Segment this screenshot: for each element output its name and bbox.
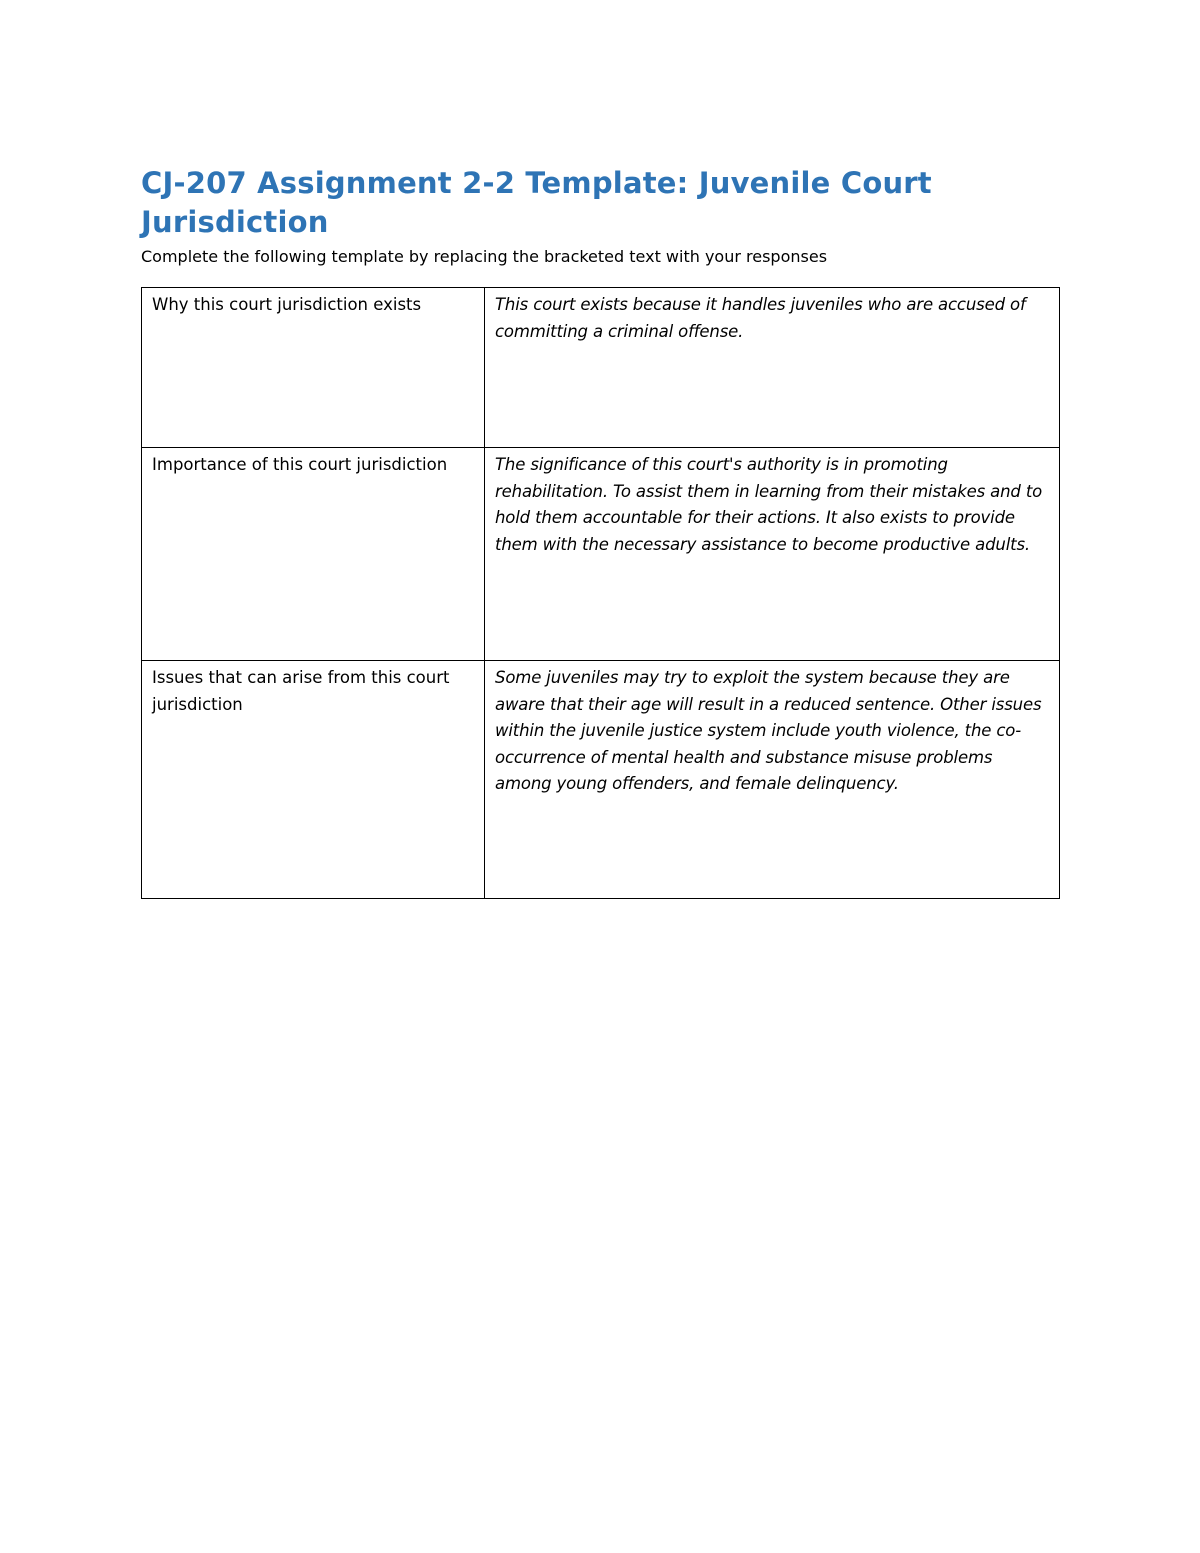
row-label-why-exists: Why this court jurisdiction exists bbox=[142, 288, 485, 448]
row-response-why-exists: This court exists because it handles juveniles who are accused of committing a criminal offense. bbox=[485, 288, 1060, 448]
row-label-issues: Issues that can arise from this court jurisdiction bbox=[142, 661, 485, 899]
table-row bbox=[142, 288, 1060, 448]
table-row bbox=[142, 661, 1060, 899]
row-response-issues: Some juveniles may try to exploit the system because they are aware that their age will result in a reduced sentence. Other issues within the juvenile justice system include youth violence, the co-occurrence of mental health and substance misuse problems among young offenders, and female delinquency. bbox=[485, 661, 1060, 899]
row-response-importance: The significance of this court's authority is in promoting rehabilitation. To assist them in learning from their mistakes and to hold them accountable for their actions. It also exists to provide them with the necessary assistance to become productive adults. bbox=[485, 448, 1060, 661]
template-table bbox=[141, 287, 1060, 899]
table-row bbox=[142, 448, 1060, 661]
row-label-importance: Importance of this court jurisdiction bbox=[142, 448, 485, 661]
document-title: CJ-207 Assignment 2-2 Template: Juvenile Court Jurisdiction bbox=[141, 166, 932, 239]
instructions-text: Complete the following template by replacing the bracketed text with your responses bbox=[141, 247, 828, 266]
